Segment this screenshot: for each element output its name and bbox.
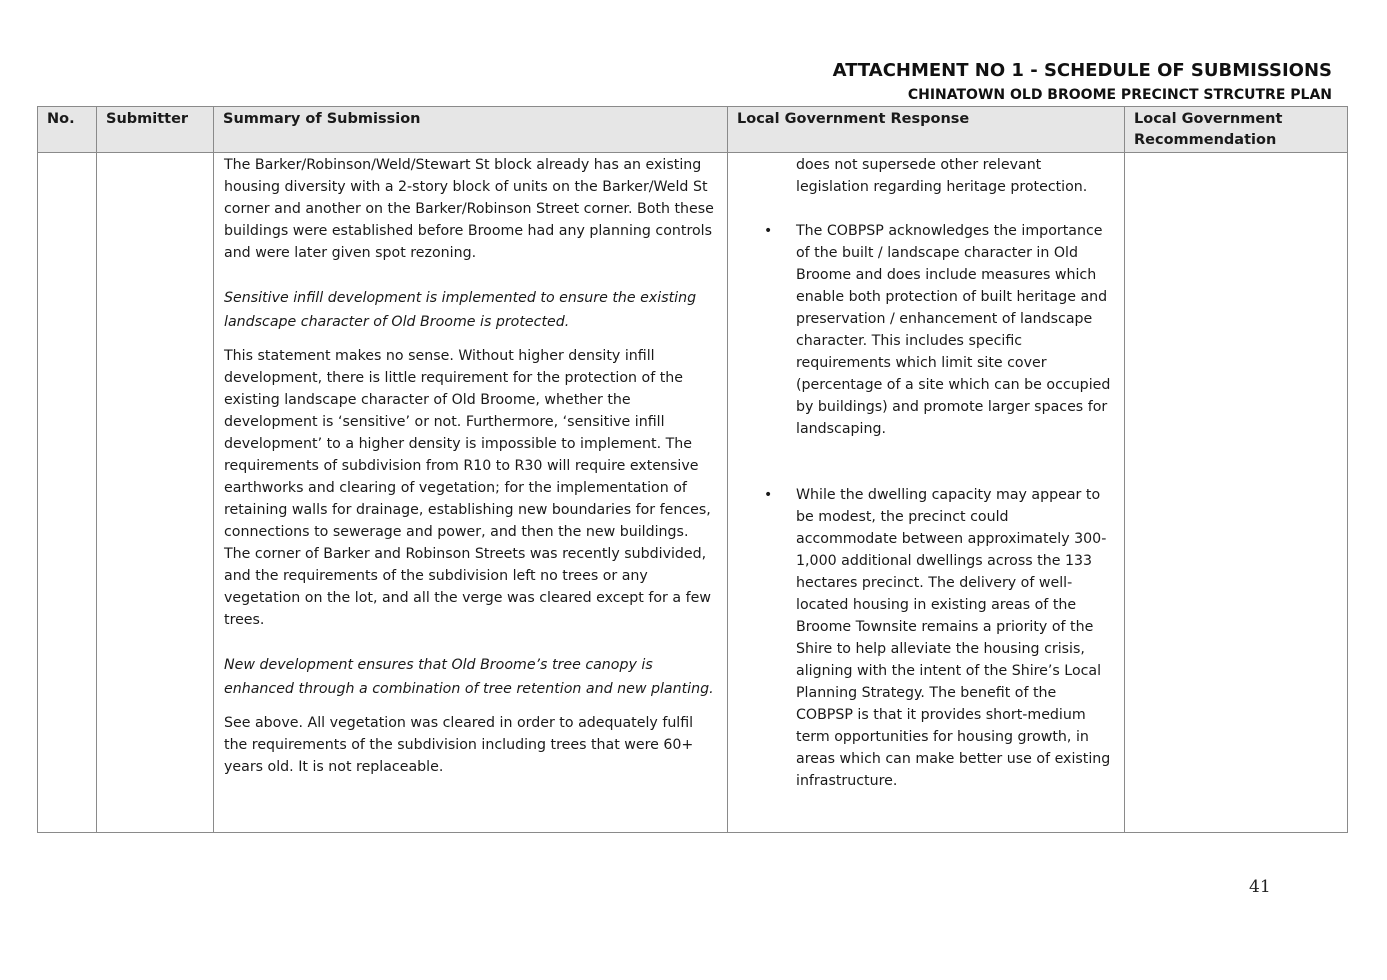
list-item bbox=[738, 484, 1114, 792]
column-header-recommendation: Local Government Recommendation bbox=[1125, 107, 1348, 153]
summary-paragraph: This statement makes no sense. Without higher density infill development, there is little requirement for the protection of the existing landscape character of Old Broome, whether the development is ‘sensitive’ or not. Furthermore, ‘sensitive infill development’ to a higher density is impossible to implement. The requirements of subdivision from R10 to R30 will require extensive earthworks and clearing of vegetation; for the implementation of retaining walls for drainage, establishing new boundaries for fences, connections to sewerage and power, and then the new buildings. The corner of Barker and Robinson Streets was recently subdivided, and the requirements of the subdivision left no trees or any vegetation on the lot, and all the verge was cleared except for a few trees. bbox=[224, 348, 711, 628]
document-title: ATTACHMENT NO 1 - SCHEDULE OF SUBMISSIONS bbox=[832, 60, 1332, 81]
column-header-submitter: Submitter bbox=[97, 107, 214, 153]
document-subtitle: CHINATOWN OLD BROOME PRECINCT STRCUTRE PLAN bbox=[907, 87, 1332, 103]
table-header-row bbox=[38, 107, 1348, 153]
column-header-response: Local Government Response bbox=[728, 107, 1125, 153]
cell-response bbox=[728, 153, 1125, 833]
summary-paragraph: The Barker/Robinson/Weld/Stewart St block already has an existing housing diversity with a 2-story block of units on the Barker/Weld St corner and another on the Barker/Robinson Street corner. Both these buildings were established before Broome had any planning controls and were later given spot rezoning. bbox=[224, 157, 714, 261]
list-item bbox=[738, 220, 1114, 440]
cell-submitter bbox=[97, 153, 214, 833]
cell-summary bbox=[214, 153, 728, 833]
response-bullet-list bbox=[738, 220, 1114, 792]
response-continued-text: does not supersede other relevant legislation regarding heritage protection. bbox=[796, 157, 1088, 195]
summary-quote: New development ensures that Old Broome’s tree canopy is enhanced through a combination of tree retention and new planting. bbox=[224, 657, 714, 697]
bullet-icon: • bbox=[764, 223, 773, 239]
column-header-no: No. bbox=[38, 107, 97, 153]
cell-recommendation bbox=[1125, 153, 1348, 833]
summary-paragraph: See above. All vegetation was cleared in order to adequately fulfil the requirements of the subdivision including trees that were 60+ years old. It is not replaceable. bbox=[224, 715, 694, 775]
cell-no bbox=[38, 153, 97, 833]
table-row bbox=[38, 153, 1348, 833]
summary-quote: Sensitive infill development is implemented to ensure the existing landscape character of Old Broome is protected. bbox=[224, 290, 697, 330]
response-bullet-text: The COBPSP acknowledges the importance of the built / landscape character in Old Broome and does include measures which enable both protection of built heritage and preservation / enhancement of landscape character. This includes specific requirements which limit site cover (percentage of a site which can be occupied by buildings) and promote larger spaces for landscaping. bbox=[796, 223, 1111, 437]
submissions-table bbox=[37, 106, 1348, 833]
column-header-summary: Summary of Submission bbox=[214, 107, 728, 153]
page-number: 41 bbox=[1249, 877, 1271, 897]
bullet-icon: • bbox=[764, 487, 773, 503]
response-bullet-text: While the dwelling capacity may appear to be modest, the precinct could accommodate between approximately 300-1,000 additional dwellings across the 133 hectares precinct. The delivery of well-located housing in existing areas of the Broome Townsite remains a priority of the Shire to help alleviate the housing crisis, aligning with the intent of the Shire’s Local Planning Strategy. The benefit of the COBPSP is that it provides short-medium term opportunities for housing growth, in areas which can make better use of existing infrastructure. bbox=[796, 487, 1111, 789]
